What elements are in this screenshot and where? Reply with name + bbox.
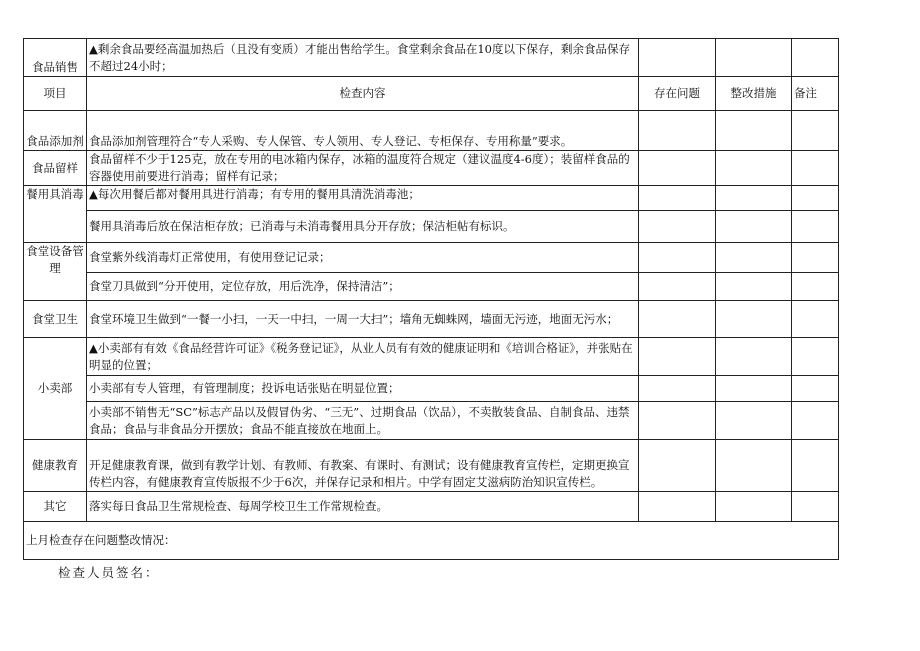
issues-cell[interactable] — [639, 111, 716, 151]
remarks-cell[interactable] — [792, 151, 839, 186]
issues-cell[interactable] — [639, 186, 716, 211]
remarks-cell[interactable] — [792, 492, 839, 522]
header-remarks: 备注 — [792, 77, 839, 111]
issues-cell[interactable] — [639, 211, 716, 243]
content-hygiene: 食堂环境卫生做到“一餐一小扫，一天一中扫，一周一大扫”；墙角无蜘蛛网，墙面无污迹，地面无污水； — [87, 301, 639, 338]
measures-cell[interactable] — [716, 440, 792, 492]
remarks-cell[interactable] — [792, 440, 839, 492]
issues-cell[interactable] — [639, 39, 716, 77]
content-other: 落实每日食品卫生常规检查、每周学校卫生工作常规检查。 — [87, 492, 639, 522]
header-issues: 存在问题 — [639, 77, 716, 111]
content-additives: 食品添加剂管理符合“专人采购、专人保管、专人领用、专人登记、专柜保存、专用称量”要求。 — [87, 111, 639, 151]
content-disinfection-a: ▲每次用餐后都对餐用具进行消毒；有专用的餐用具清洗消毒池； — [87, 186, 639, 211]
item-equipment: 食堂设备管理 — [24, 243, 87, 301]
measures-cell[interactable] — [716, 492, 792, 522]
remarks-cell[interactable] — [792, 243, 839, 273]
issues-cell[interactable] — [639, 402, 716, 440]
measures-cell[interactable] — [716, 211, 792, 243]
content-equipment-a: 食堂紫外线消毒灯正常使用，有使用登记记录； — [87, 243, 639, 273]
issues-cell[interactable] — [639, 151, 716, 186]
issues-cell[interactable] — [639, 338, 716, 376]
measures-cell[interactable] — [716, 111, 792, 151]
content-health-education: 开足健康教育课，做到有教学计划、有教师、有教案、有课时、有测试；设有健康教育宣传栏，定期更换宣传栏内容，有健康教育宣传版报不少于6次，并保存记录和相片。中学有固定艾滋病防治知识宣传栏。 — [87, 440, 639, 492]
content-equipment-b: 食堂刀具做到“分开使用，定位存放，用后洗净，保持清洁”； — [87, 273, 639, 301]
content-disinfection-b: 餐用具消毒后放在保洁柜存放；已消毒与未消毒餐用具分开存放；保洁柜帖有标识。 — [87, 211, 639, 243]
remarks-cell[interactable] — [792, 211, 839, 243]
measures-cell[interactable] — [716, 186, 792, 211]
remarks-cell[interactable] — [792, 301, 839, 338]
content-shop-a: ▲小卖部有有效《食品经营许可证》《税务登记证》，从业人员有有效的健康证明和《培训合格证》，并张贴在明显的位置； — [87, 338, 639, 376]
measures-cell[interactable] — [716, 151, 792, 186]
remarks-cell[interactable] — [792, 338, 839, 376]
inspection-table — [23, 38, 839, 560]
header-measures: 整改措施 — [716, 77, 792, 111]
remarks-cell[interactable] — [792, 376, 839, 402]
header-content: 检查内容 — [87, 77, 639, 111]
content-shop-c: 小卖部不销售无“SC”标志产品以及假冒伪劣、“三无”、过期食品（饮品），不卖散装食品、自制食品、违禁食品；食品与非食品分开摆放；食品不能直接放在地面上。 — [87, 402, 639, 440]
last-month-review[interactable]: 上月检查存在问题整改情况： — [24, 522, 839, 560]
measures-cell[interactable] — [716, 301, 792, 338]
issues-cell[interactable] — [639, 243, 716, 273]
issues-cell[interactable] — [639, 273, 716, 301]
issues-cell[interactable] — [639, 492, 716, 522]
measures-cell[interactable] — [716, 243, 792, 273]
measures-cell[interactable] — [716, 338, 792, 376]
measures-cell[interactable] — [716, 273, 792, 301]
item-disinfection: 餐用具消毒 — [24, 186, 87, 243]
content-food-sales: ▲剩余食品要经高温加热后（且没有变质）才能出售给学生。食堂剩余食品在10度以下保存，剩余食品保存不超过24小时； — [87, 39, 639, 77]
measures-cell[interactable] — [716, 402, 792, 440]
item-food-sales: 食品销售 — [24, 39, 87, 77]
issues-cell[interactable] — [639, 376, 716, 402]
content-shop-b: 小卖部有专人管理，有管理制度；投诉电话张贴在明显位置； — [87, 376, 639, 402]
header-item: 项目 — [24, 77, 87, 111]
measures-cell[interactable] — [716, 376, 792, 402]
item-additives: 食品添加剂 — [24, 111, 87, 151]
item-other: 其它 — [24, 492, 87, 522]
item-hygiene: 食堂卫生 — [24, 301, 87, 338]
remarks-cell[interactable] — [792, 402, 839, 440]
content-samples: 食品留样不少于125克，放在专用的电冰箱内保存，冰箱的温度符合规定（建议温度4-6度）；装留样食品的容器使用前要进行消毒；留样有记录； — [87, 151, 639, 186]
inspector-signature-label: 检查人员签名： — [58, 565, 160, 580]
item-shop: 小卖部 — [24, 338, 87, 440]
remarks-cell[interactable] — [792, 39, 839, 77]
remarks-cell[interactable] — [792, 273, 839, 301]
remarks-cell[interactable] — [792, 186, 839, 211]
measures-cell[interactable] — [716, 39, 792, 77]
item-samples: 食品留样 — [24, 151, 87, 186]
item-health-education: 健康教育 — [24, 440, 87, 492]
remarks-cell[interactable] — [792, 111, 839, 151]
issues-cell[interactable] — [639, 440, 716, 492]
issues-cell[interactable] — [639, 301, 716, 338]
